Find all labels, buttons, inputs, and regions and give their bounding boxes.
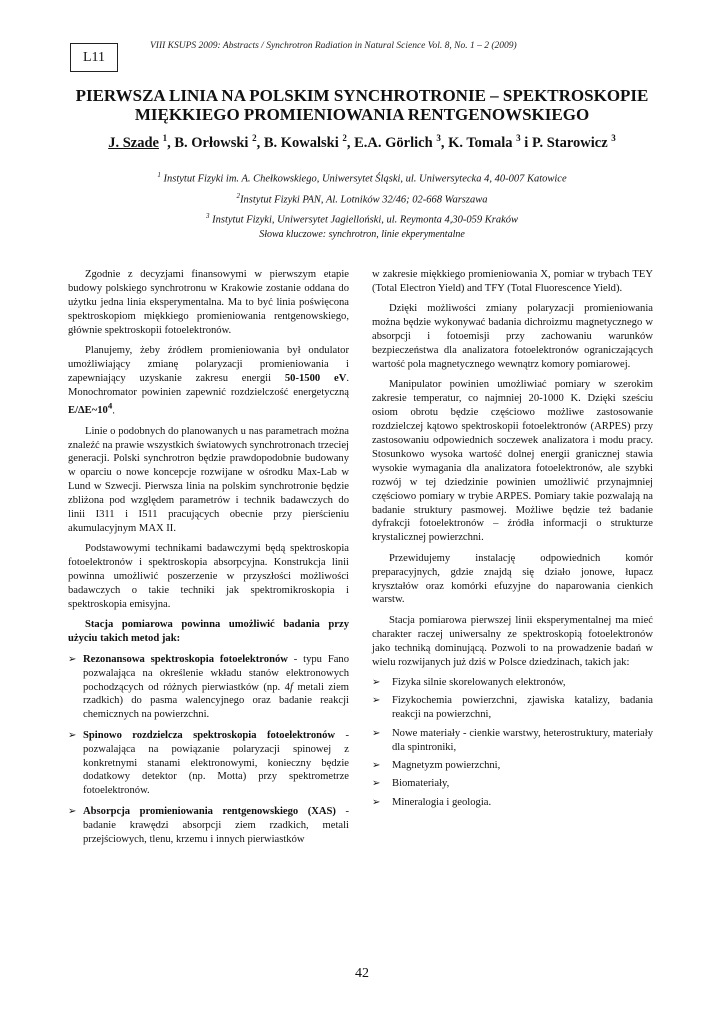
methods-intro: Stacja pomiarowa powinna umożliwić badania przy użyciu takich metod jak: [68,619,349,645]
paragraph: Przewidujemy instalację odpowiednich komór preparacyjnych, gdzie znajdą się działo jonowe, łupacz kryształów oraz komórki efuzyjne do naparowania cienkich warstw. [372,552,653,606]
text-run: E/ΔE~10 [68,405,108,417]
page-number: 42 [355,966,369,981]
paragraph: Zgodnie z decyzjami finansowymi w pierwszym etapie budowy polskiego synchrotronu w Krakowie zostanie oddana do użytku jedna linia eksperymentalna. Ma to być linia poświęcona spektroskopiom miękkiego promieniowania rentgenowskiego, głównie spektroskopii fotoelektronów. [68,269,349,336]
author-separator: , [346,134,355,151]
author-affil-sup: 2 [342,133,347,143]
author-separator: , [167,134,175,151]
affiliation-line [60,188,664,209]
paragraph: Linie o podobnych do planowanych u nas parametrach można znaleźć na prawie wszystkich światowych synchrotronach trzeciej generacji. Polski synchrotron będzie prawdopodobnie budowany w oparciu o nowe koncepcje rozwijane w ośrodku Max-Lab w Lund w Szwecji. Pierwsza linia na polskim synchrotronie będzie zbliżona pod względem parametrów i technik badawczych do linii I311 i I511 pracujących obecnie przy pierścieniu akumulacyjnym MAX II. [68,425,349,534]
exponent: 4 [107,400,113,411]
affiliation-text: Instytut Fizyki im. A. Chełkowskiego, Uniwersytet Śląski, ul. Uniwersytecka 4, 40-007 Katowice [163,173,567,185]
method-item [68,729,349,799]
journal-header: VIII KSUPS 2009: Abstracts / Synchrotron Radiation in Natural Science Vol. 8, No. 1 – 2 (2009) [150,41,517,51]
author-affil-sup: 1 [162,133,168,143]
text-run: - pozwalająca na powiązanie polaryzacji spinowej z konkretnymi stanami elektronowymi, konieczny będzie dodatkowy detektor (np. Motta) przy spektrometrze fotoelektronów. [83,729,349,797]
paper-title: PIERWSZA LINIA NA POLSKIM SYNCHROTRONIE – SPEKTROSKOPIE MIĘKKIEGO PROMIENIOWANIA RENTGENOWSKIEGO [75,86,649,124]
arrow-bullet-icon: ➢ [68,729,77,741]
text-run: Planujemy, żeby źródłem promieniowania był ondulator umożliwiający zmianę polaryzacji promieniowania i zapewniający uzyskanie zakresu energii [68,345,349,384]
method-text [83,805,349,847]
arrow-bullet-icon: ➢ [372,796,381,808]
text-run: - badanie krawędzi absorpcji ziem rzadkich, metali przejściowych, tlenu, krzemu i innych pierwiastków [83,805,349,845]
method-name: Spinowo rozdzielcza spektroskopia fotoelektronów [83,729,336,741]
author-affil-sup: 3 [611,133,616,143]
arrow-bullet-icon: ➢ [372,727,381,739]
field-item [372,759,653,773]
field-text: Nowe materiały - cienkie warstwy, heterostruktury, materiały dla spintroniki, [392,727,653,753]
text-run: . [112,405,115,417]
author-separator: , [440,134,449,151]
author-name: J. Szade [108,134,159,151]
field-text: Biomateriały, [392,778,450,790]
arrow-bullet-icon: ➢ [372,695,381,707]
author-name: E.A. Görlich [354,134,433,151]
paragraph: Podstawowymi technikami badawczymi będą spektroskopia fotoelektronów i spektroskopia absorpcyjna. Konstrukcja linii powinna umożliwić poszerzenie w przyszłości możliwości badawczych o takie techniki jak spektromikroskopia i spektroskopia emisyjna. [68,543,349,610]
arrow-bullet-icon: ➢ [68,653,77,665]
author-separator: i [520,134,532,151]
method-item [68,653,349,723]
author-affil-sup: 3 [516,133,521,143]
paragraph: w zakresie miękkiego promieniowania X, pomiar w trybach TEY (Total Electron Yield) and TFY (Total Fluorescence Yield). [372,269,653,294]
affiliation-number: 1 [157,171,161,179]
affiliation-number: 2 [236,191,241,200]
author-name: K. Tomala [448,134,513,151]
arrow-bullet-icon: ➢ [372,760,381,771]
affiliations [60,167,664,229]
text-run: metali ziem rzadkich) do pasma walencyjnego oraz badanie reakcji chemicznych na powierzchni. [83,681,350,721]
method-name: Rezonansowa spektroskopia fotoelektronów [83,653,288,665]
author-list [60,133,664,152]
author-name: B. Kowalski [263,134,339,151]
page-label-box: L11 [70,43,118,72]
affiliation-line [60,167,664,188]
paragraph [68,344,349,418]
text-run: - typu Fano pozwalająca na określenie wkładu stanów elektronowych pochodzących od różnych pierwiastków (np. 4 [83,653,350,693]
paragraph: Stacja pomiarowa pierwszej linii eksperymentalnej ma mieć charakter raczej uniwersalny ze spektroskopią fotoelektronów jako techniką dominującą. Pozwoli to na prowadzenie badań w wielu rozwijanych już dziś w Polsce dziedzinach, takich jak: [372,614,653,668]
paragraph: Dzięki możliwości zmiany polaryzacji promieniowania można będzie wykonywać badania dichroizmu magnetycznego w absorpcji i fotoemisji przy zachowaniu warunków bezpieczeństwa dla analizatora fotoelektronów ograniczających wartość pola magnetycznego wewnątrz komory pomiarowej. [372,303,653,370]
energy-range: 50-1500 eV [284,372,347,384]
field-text: Mineralogia i geologia. [392,796,492,808]
left-column [68,268,349,853]
arrow-bullet-icon: ➢ [68,805,77,817]
field-text: Fizyka silnie skorelowanych elektronów, [392,676,566,688]
field-item [372,676,653,690]
affiliation-number: 3 [205,212,210,220]
field-text: Magnetyzm powierzchni, [392,760,501,771]
method-item [68,805,349,847]
field-item [372,777,653,791]
author-affil-sup: 2 [252,133,257,143]
arrow-bullet-icon: ➢ [372,778,381,790]
field-item [372,796,653,810]
field-text: Fizykochemia powierzchni, zjawiska katalizy, badania reakcji na powierzchni, [392,695,653,721]
paragraph [68,618,349,646]
method-text [83,653,349,723]
affiliation-text: Instytut Fizyki PAN, Al. Lotników 32/46; 02-668 Warszawa [240,194,488,205]
affiliation-text: Instytut Fizyki, Uniwersytet Jagielloński, ul. Reymonta 4,30-059 Kraków [212,214,519,226]
field-item [372,694,653,722]
arrow-bullet-icon: ➢ [372,676,381,688]
field-item [372,727,653,755]
text-run: . Monochromator powinien zapewnić rozdzielczość energetyczną [68,372,349,398]
method-name: Absorpcja promieniowania rentgenowskiego (XAS) [83,805,336,817]
right-column [372,268,653,814]
method-text [83,729,349,799]
author-name: B. Orłowski [174,134,249,151]
paragraph: Manipulator powinien umożliwiać pomiary w szerokim zakresie temperatur, co najmniej 20-1000 K. Dzięki sześciu osiom obrotu będzie częściowo możliwe zastosowanie rozdzielczej kątowo spektroskopii fotoelektronów (ARPES) przy zastosowaniu odpowiednich soczewek analizatora i modu pracy. Stosunkowo wysoka wartość dolnej energii granicznej stawia wysokie wymagania dla analizatora fotoelektronów, ale szybki rozwój w tej dziedzinie powinien umożliwić przynajmniej częściowo pomiary w trybie ARPES. Pomiary takie pozwalają na badanie struktury pasmowej. Możliwe będzie też badanie dyfrakcji fotoelektronów – źródła informacji o strukturze krystalicznej powierzchni. [372,379,653,544]
energy-resolution [68,400,113,417]
text-run-italic: f [289,681,293,693]
author-separator: , [256,134,264,151]
author-affil-sup: 3 [436,133,441,143]
keywords: Słowa kluczowe: synchrotron, linie ekperymentalne [259,229,465,240]
author-name: P. Starowicz [531,134,608,151]
affiliation-line [60,208,664,229]
